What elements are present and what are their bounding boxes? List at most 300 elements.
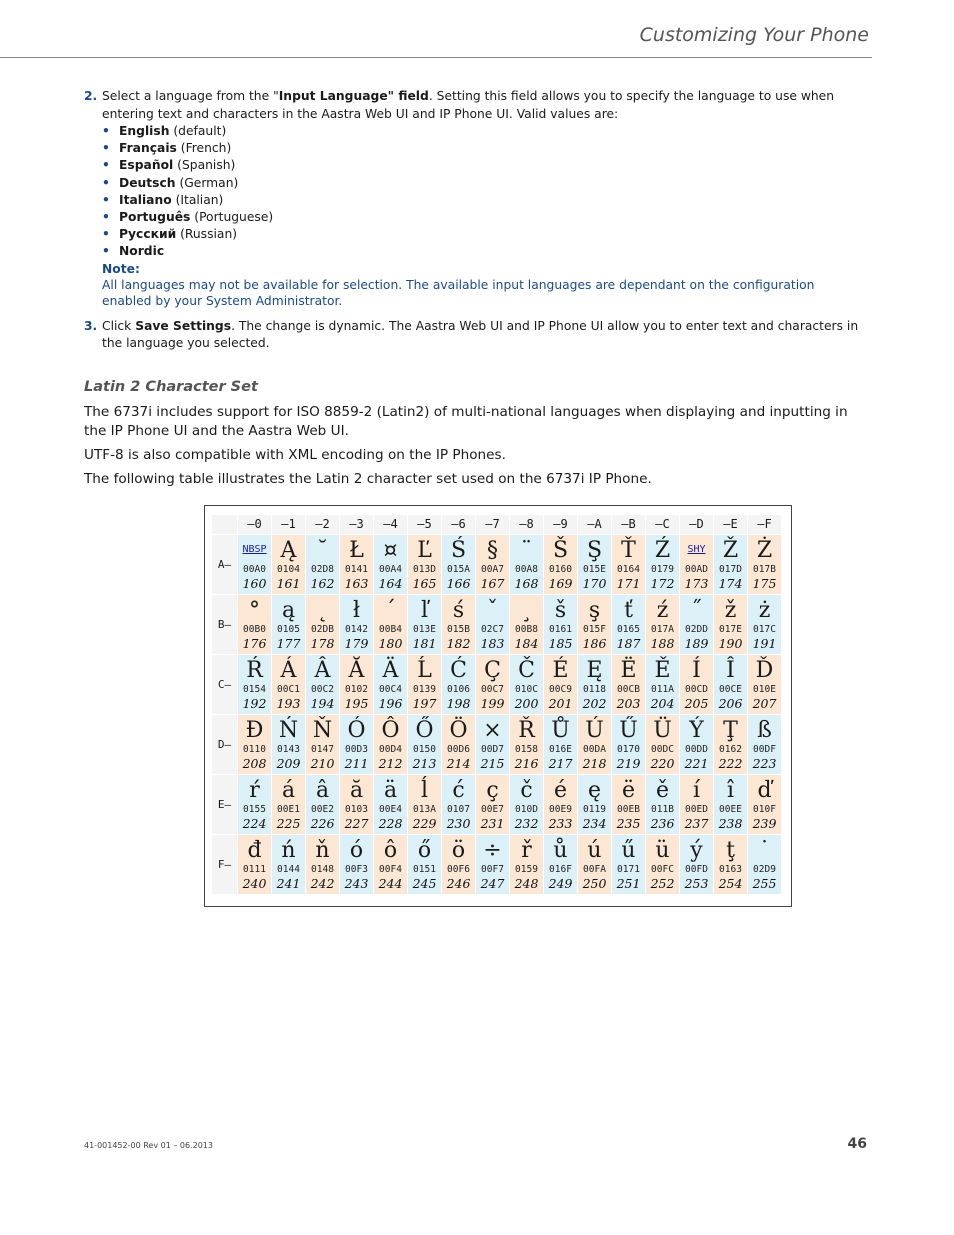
char-cell [714, 655, 748, 715]
char-hex-code: 00EE [719, 804, 742, 815]
char-decimal-code: 217 [548, 756, 573, 771]
char-cell [340, 835, 374, 895]
char-cell [340, 655, 374, 715]
char-cell [306, 535, 340, 595]
char-hex-code: 00C7 [481, 684, 504, 695]
char-hex-code: 00E4 [379, 804, 402, 815]
char-cell [748, 595, 782, 655]
save-settings-label: Save Settings [135, 318, 232, 333]
char-glyph: Í [692, 658, 701, 683]
char-decimal-code: 250 [582, 876, 607, 891]
language-name: Italiano [119, 192, 172, 207]
char-glyph: Ź [654, 538, 671, 563]
char-hex-code: 00CE [719, 684, 742, 695]
char-glyph: Ť [621, 538, 636, 563]
char-hex-code: 00F7 [481, 864, 504, 875]
char-cell [442, 835, 476, 895]
column-header: —C [646, 515, 680, 535]
char-cell [646, 835, 680, 895]
column-header: —2 [306, 515, 340, 535]
char-glyph: Ű [619, 718, 638, 743]
char-cell [578, 535, 612, 595]
char-hex-code: 00A0 [243, 564, 266, 575]
char-decimal-code: 208 [242, 756, 267, 771]
char-decimal-code: 249 [548, 876, 573, 891]
char-glyph: á [281, 778, 296, 803]
step-text-pre: Click [102, 318, 136, 333]
char-glyph: Ó [347, 718, 366, 743]
section-paragraph-1: The 6737i includes support for ISO 8859-2 (Latin2) of multi-national languages when displaying and inputting in the IP Phone UI and the Aastra Web UI. [84, 403, 848, 439]
char-decimal-code: 183 [480, 636, 505, 651]
char-cell [340, 595, 374, 655]
row-header: B— [212, 595, 238, 655]
char-cell [544, 835, 578, 895]
char-glyph: Ü [653, 718, 672, 743]
char-hex-code: 00D4 [379, 744, 402, 755]
char-cell [238, 535, 272, 595]
language-name: Русский [119, 227, 177, 242]
char-cell [714, 775, 748, 835]
char-cell [374, 775, 408, 835]
char-glyph: ë [621, 778, 636, 803]
table-row [212, 835, 782, 895]
char-cell [238, 835, 272, 895]
char-hex-code: 0151 [413, 864, 436, 875]
char-cell [748, 835, 782, 895]
char-hex-code: 00B0 [243, 624, 266, 635]
char-decimal-code: 184 [514, 636, 539, 651]
char-glyph: Š [552, 538, 569, 563]
char-hex-code: 017C [753, 624, 776, 635]
footer-doc-id: 41-001452-00 Rev 01 – 06.2013 [84, 1141, 213, 1150]
char-hex-code: 02DB [311, 624, 334, 635]
char-decimal-code: 252 [650, 876, 675, 891]
char-cell [748, 535, 782, 595]
char-decimal-code: 197 [412, 696, 437, 711]
step-number: 3. [84, 318, 98, 333]
char-glyph: ś [452, 598, 465, 623]
char-hex-code: 00C4 [379, 684, 402, 695]
char-glyph: ů [553, 838, 568, 863]
latin2-charset-table [211, 514, 782, 895]
char-decimal-code: 161 [276, 576, 301, 591]
char-cell [510, 655, 544, 715]
char-hex-code: 00CD [685, 684, 708, 695]
language-name: Português [119, 210, 191, 225]
language-description: (Russian) [176, 227, 238, 242]
char-hex-code: 0159 [515, 864, 538, 875]
char-hex-code: 02C7 [481, 624, 504, 635]
char-glyph: ö [451, 838, 466, 863]
char-glyph: Á [280, 658, 297, 683]
column-header: —D [680, 515, 714, 535]
column-header: —F [748, 515, 782, 535]
char-hex-code: 0105 [277, 624, 300, 635]
char-cell [544, 715, 578, 775]
char-cell [510, 775, 544, 835]
char-hex-code: 00B8 [515, 624, 538, 635]
char-cell [612, 655, 646, 715]
char-decimal-code: 198 [446, 696, 471, 711]
char-decimal-code: 226 [310, 816, 335, 831]
char-cell [612, 715, 646, 775]
char-cell [272, 835, 306, 895]
char-cell [306, 775, 340, 835]
char-decimal-code: 216 [514, 756, 539, 771]
char-hex-code: 017A [651, 624, 674, 635]
char-decimal-code: 219 [616, 756, 641, 771]
char-hex-code: 0110 [243, 744, 266, 755]
char-glyph: ß [757, 718, 772, 743]
char-glyph: § [487, 538, 498, 563]
column-header: —7 [476, 515, 510, 535]
char-hex-code: 015B [447, 624, 470, 635]
column-header: —9 [544, 515, 578, 535]
char-glyph: Ń [278, 718, 299, 743]
char-glyph: ˇ [487, 598, 498, 623]
char-decimal-code: 190 [718, 636, 743, 651]
char-hex-code: 0106 [447, 684, 470, 695]
char-decimal-code: 203 [616, 696, 641, 711]
char-glyph: ˘ [317, 538, 328, 563]
char-decimal-code: 172 [650, 576, 675, 591]
row-header: A— [212, 535, 238, 595]
char-decimal-code: 191 [752, 636, 777, 651]
char-hex-code: 016E [549, 744, 572, 755]
char-cell [306, 595, 340, 655]
char-glyph: ţ [726, 838, 735, 863]
char-decimal-code: 200 [514, 696, 539, 711]
char-glyph: ä [383, 778, 398, 803]
char-cell [442, 715, 476, 775]
char-glyph: ň [315, 838, 330, 863]
char-cell [374, 715, 408, 775]
header-title: Customizing Your Phone [639, 24, 869, 46]
char-glyph: Ő [415, 718, 434, 743]
char-decimal-code: 199 [480, 696, 505, 711]
char-hex-code: 02D8 [311, 564, 334, 575]
char-hex-code: 011B [651, 804, 674, 815]
char-hex-code: 00D3 [345, 744, 368, 755]
char-decimal-code: 210 [310, 756, 335, 771]
char-hex-code: 0102 [345, 684, 368, 695]
char-hex-code: 00E9 [549, 804, 572, 815]
char-decimal-code: 248 [514, 876, 539, 891]
char-glyph: â [315, 778, 330, 803]
bullet: • [102, 141, 110, 156]
char-glyph: ¤ [383, 538, 398, 563]
char-hex-code: 0143 [277, 744, 300, 755]
language-item [102, 157, 864, 174]
char-hex-code: 00E1 [277, 804, 300, 815]
char-glyph: ú [587, 838, 602, 863]
table-row [212, 595, 782, 655]
char-hex-code: 00C2 [311, 684, 334, 695]
char-cell [612, 835, 646, 895]
note-heading: Note: [102, 261, 140, 276]
char-hex-code: 00C1 [277, 684, 300, 695]
char-decimal-code: 239 [752, 816, 777, 831]
char-cell [544, 535, 578, 595]
char-cell [646, 655, 680, 715]
language-description: (German) [175, 175, 239, 190]
note-text: All languages may not be available for selection. The available input languages are dependant on the configuration enabled by your System Administrator. [102, 277, 815, 308]
char-hex-code: 00B4 [379, 624, 402, 635]
page-number: 46 [847, 1136, 867, 1152]
char-decimal-code: 251 [616, 876, 641, 891]
char-decimal-code: 185 [548, 636, 573, 651]
char-hex-code: 00D6 [447, 744, 470, 755]
char-cell [680, 595, 714, 655]
char-glyph: ž [724, 598, 737, 623]
char-decimal-code: 202 [582, 696, 607, 711]
char-glyph: ý [690, 838, 703, 863]
char-glyph: ł [352, 598, 361, 623]
char-glyph: ó [349, 838, 364, 863]
row-header: F— [212, 835, 238, 895]
char-hex-code: 0104 [277, 564, 300, 575]
char-cell [340, 775, 374, 835]
char-decimal-code: 195 [344, 696, 369, 711]
char-cell [476, 775, 510, 835]
section-paragraph-2: UTF-8 is also compatible with XML encoding on the IP Phones. [84, 446, 506, 463]
char-cell [340, 715, 374, 775]
char-hex-code: 00EB [617, 804, 640, 815]
char-decimal-code: 207 [752, 696, 777, 711]
column-header: —E [714, 515, 748, 535]
char-hex-code: 0161 [549, 624, 572, 635]
char-decimal-code: 230 [446, 816, 471, 831]
step-2 [84, 88, 864, 309]
char-hex-code: 00CB [617, 684, 640, 695]
char-decimal-code: 204 [650, 696, 675, 711]
char-decimal-code: 241 [276, 876, 301, 891]
char-glyph: ç [486, 778, 499, 803]
char-decimal-code: 182 [446, 636, 471, 651]
char-cell [442, 655, 476, 715]
char-cell [510, 595, 544, 655]
char-decimal-code: 181 [412, 636, 437, 651]
char-glyph: ş [588, 598, 601, 623]
char-decimal-code: 235 [616, 816, 641, 831]
char-cell [374, 655, 408, 715]
step-text-post: . Setting this field allows you to specify the language to use when entering text and characters in the Aastra Web UI and IP Phone UI. Valid values are: [102, 89, 835, 121]
char-glyph: í [692, 778, 701, 803]
language-item [102, 226, 864, 243]
char-cell [680, 535, 714, 595]
char-decimal-code: 242 [310, 876, 335, 891]
char-glyph: ć [452, 778, 465, 803]
char-hex-code: 00F4 [379, 864, 402, 875]
char-cell [646, 595, 680, 655]
char-hex-code: 0139 [413, 684, 436, 695]
char-hex-code: 0158 [515, 744, 538, 755]
char-hex-code: 02D9 [753, 864, 776, 875]
char-hex-code: 00FC [651, 864, 674, 875]
char-glyph: ° [249, 598, 260, 623]
column-header: —4 [374, 515, 408, 535]
char-hex-code: 0155 [243, 804, 266, 815]
char-decimal-code: 232 [514, 816, 539, 831]
language-name: Nordic [119, 244, 165, 259]
char-glyph: ź [656, 598, 669, 623]
char-hex-code: 00F6 [447, 864, 470, 875]
char-decimal-code: 186 [582, 636, 607, 651]
char-hex-code: 013A [413, 804, 436, 815]
char-hex-code: 0103 [345, 804, 368, 815]
char-cell [442, 535, 476, 595]
char-decimal-code: 177 [276, 636, 301, 651]
char-decimal-code: 253 [684, 876, 709, 891]
char-cell [612, 595, 646, 655]
column-header: —0 [238, 515, 272, 535]
char-decimal-code: 240 [242, 876, 267, 891]
char-glyph: Ň [312, 718, 333, 743]
char-cell [306, 655, 340, 715]
char-cell [408, 835, 442, 895]
char-hex-code: 00E7 [481, 804, 504, 815]
char-hex-code: 0119 [583, 804, 606, 815]
char-hex-code: 0154 [243, 684, 266, 695]
char-decimal-code: 173 [684, 576, 709, 591]
char-glyph: Đ [245, 718, 264, 743]
char-glyph: ľ [420, 598, 429, 623]
char-glyph: î [726, 778, 735, 803]
char-glyph: ŕ [249, 778, 260, 803]
language-item [102, 123, 864, 140]
main-content [84, 88, 864, 489]
char-decimal-code: 236 [650, 816, 675, 831]
table-row [212, 535, 782, 595]
char-glyph: š [554, 598, 567, 623]
char-glyph: Ă [348, 658, 365, 683]
char-glyph: ÷ [483, 838, 502, 863]
char-hex-code: 010C [515, 684, 538, 695]
char-cell [408, 715, 442, 775]
char-glyph: Ô [381, 718, 400, 743]
char-hex-code: 00A7 [481, 564, 504, 575]
char-glyph: Ţ [723, 718, 738, 743]
char-glyph: Ú [585, 718, 604, 743]
char-hex-code: 00DA [583, 744, 606, 755]
language-list [102, 123, 864, 261]
char-hex-code: 017E [719, 624, 742, 635]
table-row [212, 775, 782, 835]
language-name: Français [119, 141, 177, 156]
char-decimal-code: 196 [378, 696, 403, 711]
char-cell [510, 535, 544, 595]
char-cell [680, 775, 714, 835]
char-decimal-code: 180 [378, 636, 403, 651]
char-decimal-code: 206 [718, 696, 743, 711]
char-hex-code: 0111 [243, 864, 266, 875]
column-header: —5 [408, 515, 442, 535]
char-cell [476, 655, 510, 715]
char-cell [340, 535, 374, 595]
char-hex-code: 00DC [651, 744, 674, 755]
char-cell [748, 715, 782, 775]
char-glyph: Ů [551, 718, 570, 743]
char-glyph: Ž [722, 538, 739, 563]
char-cell [238, 655, 272, 715]
char-glyph: ż [758, 598, 771, 623]
char-glyph: Ç [484, 658, 501, 683]
column-header: —A [578, 515, 612, 535]
char-hex-code: 015E [583, 564, 606, 575]
bullet: • [102, 158, 110, 173]
char-decimal-code: 164 [378, 576, 403, 591]
char-hex-code: 0171 [617, 864, 640, 875]
column-header: —B [612, 515, 646, 535]
char-hex-code: 0179 [651, 564, 674, 575]
row-header: C— [212, 655, 238, 715]
row-header: E— [212, 775, 238, 835]
char-glyph: ü [655, 838, 670, 863]
char-glyph: ď [757, 778, 772, 803]
char-decimal-code: 228 [378, 816, 403, 831]
char-hex-code: 0164 [617, 564, 640, 575]
char-hex-code: 0163 [719, 864, 742, 875]
char-cell [646, 775, 680, 835]
char-glyph: Ł [349, 538, 364, 563]
char-decimal-code: 211 [344, 756, 369, 771]
char-decimal-code: 233 [548, 816, 573, 831]
char-decimal-code: 192 [242, 696, 267, 711]
char-glyph: ¨ [521, 538, 532, 563]
char-cell [544, 655, 578, 715]
char-hex-code: 015F [583, 624, 606, 635]
char-cell [510, 835, 544, 895]
char-cell [578, 715, 612, 775]
char-hex-code: 0118 [583, 684, 606, 695]
char-hex-code: 013D [413, 564, 436, 575]
char-glyph: ń [281, 838, 296, 863]
table-corner [212, 515, 238, 535]
char-hex-code: 017D [719, 564, 742, 575]
char-cell [680, 655, 714, 715]
char-decimal-code: 224 [242, 816, 267, 831]
char-hex-code: 00AD [685, 564, 708, 575]
char-hex-code: 0170 [617, 744, 640, 755]
char-hex-code: 0148 [311, 864, 334, 875]
char-decimal-code: 243 [344, 876, 369, 891]
column-header: —3 [340, 515, 374, 535]
char-hex-code: 00A8 [515, 564, 538, 575]
char-cell [306, 715, 340, 775]
char-cell [714, 595, 748, 655]
header-rule [0, 57, 872, 58]
char-cell [374, 835, 408, 895]
language-name: English [119, 124, 170, 138]
char-hex-code: 0150 [413, 744, 436, 755]
char-glyph: Ą [280, 538, 297, 563]
char-cell [272, 595, 306, 655]
step-text-pre: Select a language from the " [102, 89, 279, 103]
char-glyph: Ë [620, 658, 637, 683]
char-cell [408, 535, 442, 595]
char-glyph: ˝ [691, 598, 702, 623]
char-cell [748, 775, 782, 835]
char-cell [578, 595, 612, 655]
char-cell [578, 835, 612, 895]
char-glyph: Î [726, 658, 735, 683]
char-hex-code: 00FA [583, 864, 606, 875]
char-decimal-code: 163 [344, 576, 369, 591]
language-item [102, 140, 864, 157]
bullet: • [102, 175, 110, 190]
column-header: —1 [272, 515, 306, 535]
table-row [212, 655, 782, 715]
